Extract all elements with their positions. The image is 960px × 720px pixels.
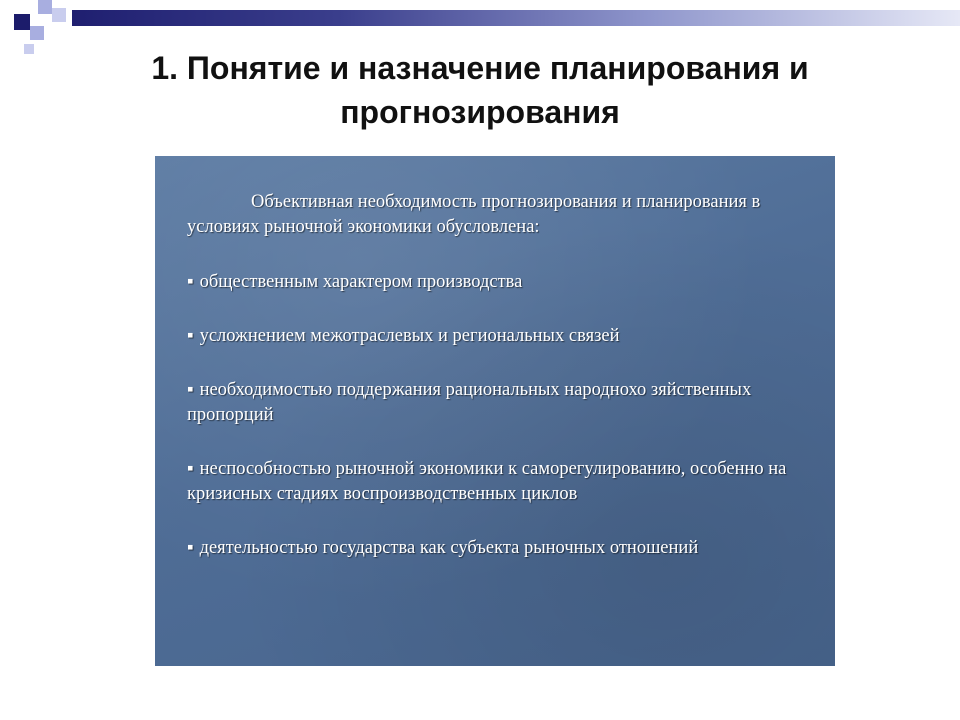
- list-item-text: неспособностью рыночной экономики к саморегулированию, особенно на кризисных стадиях воспроизводственных циклов: [187, 459, 787, 504]
- list-item-text: необходимостью поддержания рациональных народнохо зяйственных пропорций: [187, 380, 752, 425]
- header-gradient-bar: [72, 10, 960, 26]
- list-item: [187, 270, 805, 295]
- list-item-text: усложнением межотраслевых и региональных связей: [199, 326, 620, 346]
- list-item: [187, 457, 805, 507]
- decor-square-lavender: [38, 0, 52, 14]
- decor-square-light: [24, 44, 34, 54]
- bullet-icon: ▪: [187, 459, 194, 479]
- slide-title: 1. Понятие и назначение планирования и прогнозирования: [151, 50, 809, 130]
- bullet-icon: ▪: [187, 326, 194, 346]
- list-item: [187, 536, 805, 561]
- reasons-list: [187, 270, 805, 561]
- decor-square-navy: [14, 14, 30, 30]
- bullet-icon: ▪: [187, 272, 194, 292]
- content-panel: [155, 156, 835, 666]
- decor-square-lavender: [30, 26, 44, 40]
- bullet-icon: ▪: [187, 380, 194, 400]
- list-item: [187, 324, 805, 349]
- bullet-icon: ▪: [187, 538, 194, 558]
- list-item-text: общественным характером производства: [199, 272, 523, 292]
- list-item: [187, 378, 805, 428]
- panel-intro-text: Объективная необходимость прогнозирования и планирования в условиях рыночной экономики обусловлена:: [187, 192, 761, 237]
- list-item-text: деятельностью государства как субъекта рыночных отношений: [199, 538, 699, 558]
- decor-square-light: [52, 8, 66, 22]
